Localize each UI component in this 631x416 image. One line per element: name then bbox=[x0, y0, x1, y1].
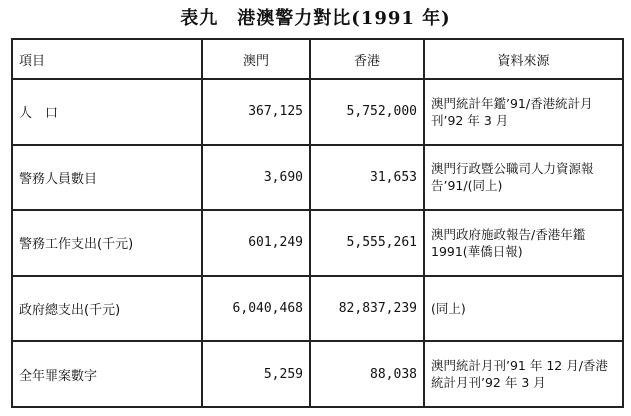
row-macau-value: 3,690 bbox=[202, 145, 310, 211]
row-hongkong-value: 5,752,000 bbox=[310, 79, 424, 145]
row-macau-value: 6,040,468 bbox=[202, 276, 310, 342]
header-item: 項目 bbox=[12, 39, 202, 79]
table-row bbox=[12, 79, 623, 145]
row-item: 警務人員數目 bbox=[12, 145, 202, 211]
row-hongkong-value: 82,837,239 bbox=[310, 276, 424, 342]
row-source: 澳門政府施政報告/香港年鑑 1991(華僑日報) bbox=[424, 210, 623, 276]
row-item: 人 口 bbox=[12, 79, 202, 145]
row-hongkong-value: 5,555,261 bbox=[310, 210, 424, 276]
row-macau-value: 5,259 bbox=[202, 341, 310, 407]
header-source: 資料來源 bbox=[424, 39, 623, 79]
row-hongkong-value: 88,038 bbox=[310, 341, 424, 407]
row-item: 警務工作支出(千元) bbox=[12, 210, 202, 276]
row-source: 澳門統計年鑑’91/香港統計月刊’92 年 3 月 bbox=[424, 79, 623, 145]
row-macau-value: 601,249 bbox=[202, 210, 310, 276]
row-hongkong-value: 31,653 bbox=[310, 145, 424, 211]
row-source: (同上) bbox=[424, 276, 623, 342]
header-hongkong: 香港 bbox=[310, 39, 424, 79]
row-source: 澳門統計月刊’91 年 12 月/香港統計月刊’92 年 3 月 bbox=[424, 341, 623, 407]
table-title: 表九 港澳警力對比(1991 年) bbox=[180, 8, 451, 29]
table-row bbox=[12, 276, 623, 342]
table-row bbox=[12, 145, 623, 211]
row-source: 澳門行政暨公職司人力資源報告’91/(同上) bbox=[424, 145, 623, 211]
header-macau: 澳門 bbox=[202, 39, 310, 79]
header-row bbox=[12, 39, 623, 79]
row-macau-value: 367,125 bbox=[202, 79, 310, 145]
row-item: 全年罪案數字 bbox=[12, 341, 202, 407]
row-item: 政府總支出(千元) bbox=[12, 276, 202, 342]
table-row bbox=[12, 210, 623, 276]
police-comparison-table bbox=[11, 38, 624, 408]
table-row bbox=[12, 341, 623, 407]
